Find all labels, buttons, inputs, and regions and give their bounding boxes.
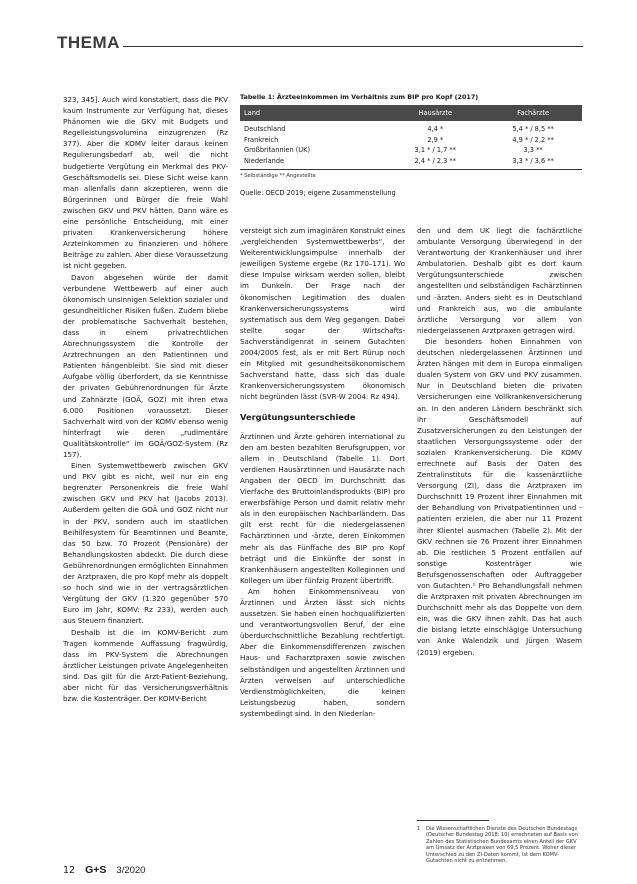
journal-logo: G+S — [85, 864, 107, 876]
footnotes — [417, 826, 582, 865]
section-title: THEMA — [57, 33, 120, 52]
table-row — [240, 135, 582, 146]
footnote — [417, 826, 582, 864]
table-cell: Großbritannien (UK) — [244, 146, 311, 154]
table-header-row — [240, 105, 582, 121]
table-cell: 2,4 * / 2,3 ** — [386, 156, 484, 170]
table-cell: 3,3 ** — [523, 146, 543, 154]
paragraph: Deshalb ist die im KOMV-Bericht zum Tragen kommende Auffassung fragwürdig, dass im PKV-System die Abrechnungen ärztlicher Leistungen private Angelegenheiten sind. Das gilt für die Arzt-Patient-Beziehung, aber nicht für das Versicherungsverhältnis bzw. die Kostenträger. Der KOMV-Bericht — [63, 627, 228, 704]
footnote-text: Die Wissenschaftlichen Dienste des Deutschen Bundestags (Deutscher Bundestag 2018: 10) errechneten auf Basis von Zahlen des Statistischen Bundesamts einen Anteil der GKV am Umsatz der Arztpraxen von 69,5 Prozent. Woher dieser Unterschied zu den ZI-Daten kommt, ist dem KOMV-Gutachten nicht zu entnehmen. — [426, 826, 578, 865]
paragraph: versteigt sich zum imaginären Konstrukt eines „vergleichenden Systemwettbewerbs“, der Weiterentwicklungsimpulse innerhalb der jeweiligen Systeme ergebe (Rz 170–171). Wo diese Impulse wirksam werden sollen, bleibt im Dunkeln. Der Frage nach der ökonomischen Legitimation des dualen Krankenversicherungssystems wird systematisch aus dem Weg gegangen. Dabei stellte sogar der Wirtschafts-Sachverständigenrat in seinem Gutachten 2004/2005 fest, als er mit Bert Rürup noch ein Mitglied mit gesundheitsökonomischem Sachverstand hatte, dass sich das duale Krankenversicherungssystem ökonomisch nicht begründen lässt (SVR-W 2004: Rz 494). — [240, 226, 406, 402]
table-cell: 2,9 * — [427, 135, 444, 144]
paragraph: Die besonders hohen Einnahmen von deutschen niedergelassenen Ärztinnen und Ärzten hängen mit dem in Europa einmaligen dualen System von GKV und PKV zusammen. Nur in Deutschland bieten die privaten Versicherungen eine Vollkrankenversicherung an. In den anderen Ländern beschränkt sich ihr Geschäftsmodell auf Zusatzversicherungen zu den Leistungen der staatlichen Versorgungssysteme oder der sozialen Krankenversicherung. Die KOMV errechnete auf Basis der Daten des Zentralinstituts für die kassenärztliche Versorgung (ZI), dass die Arztpraxen im Durchschnitt 19 Prozent ihrer Einnahmen mit der Behandlung von Privatpatientinnen und -patienten erzielen, die aber nur 11 Prozent ihrer Klientel ausmachen (Tabelle 2). Mit der GKV rechnen sie 76 Prozent ihrer Einnahmen ab. Die restlichen 5 Prozent entfallen auf sonstige Kostenträger wie Berufsgenossenschaften oder Auftraggeber von Gutachten.¹ Pro Behandlungsfall nehmen die Arztpraxen mit privaten Abrechnungen im Durchschnitt mehr als das Doppelte von dem ein, was die GKV ihnen zahlt. Das hat auch die bislang letzte einschlägige Untersuchung von Anke Walendzik und Jürgen Wasem (2019) ergeben. — [417, 336, 582, 657]
paragraph: 323, 345]. Auch wird konstatiert, dass die PKV kaum Instrumente zur Verfügung hat, dieses Phänomen wie die GKV mit Budgets und Regelleistungsvolumina einzugrenzen (Rz 377). Aber die KOMV leiter daraus keinen Regulierungsbedarf ab, weil die nicht budgetierte Vergütung ein Merkmal des PKV-Geschäftsmodells sei. Diese Sicht weise kann man allenfalls dann akzeptieren, wenn die Bürgerinnen und Bürger die freie Wahl zwischen GKV und PKV hätten. Dann wäre es eine persönliche Entscheidung, mit einer privaten Krankenversicherung höhere Arzteinkommen zu finanzieren und höhere Beiträge zu zahlen. Aber diese Voraussetzung ist nicht gegeben. — [63, 95, 228, 271]
table-source: Quelle: OECD 2019; eigene Zusammenstellung — [240, 189, 396, 197]
table-row — [240, 121, 582, 135]
text-column-2 — [240, 225, 405, 719]
issue-label: 3/2020 — [116, 864, 146, 876]
column-header-land: Land — [240, 105, 386, 121]
table-caption: Tabelle 1: Ärzteeinkommen im Verhältnis zum BIP pro Kopf (2017) — [240, 93, 479, 101]
footnote-number: 1 — [417, 826, 421, 832]
page-footer — [63, 864, 145, 876]
text-column-3 — [417, 225, 582, 658]
table-cell: 5,4 * / 8,5 ** — [512, 125, 554, 133]
column-header-hausaerzte: Hausärzte — [386, 105, 484, 121]
table-cell: 4,4 * — [427, 125, 444, 133]
page-number: 12 — [63, 864, 76, 876]
footnote-rule — [417, 820, 489, 821]
paragraph: Ärztinnen und Ärzte gehören international zu den am besten bezahlten Berufsgruppen, vor allem in Deutschland (Tabelle 1). Dort verdienen Hausärztinnen und Hausärzte nach Angaben der OECD im Durchschnitt das Vierfache des Bruttoinlandsprodukts (BIP) pro erwerbsfähige Person und damit relativ mehr als in den europäischen Nachbarländern. Das gilt erst recht für die niedergelassenen Fachärztinnen und -ärzte, deren Einkommen mehr als das Fünffache des BIP pro Kopf beträgt und die Einkünfte der sonst in Krankenhäusern angestellten Kolleginnen und Kollegen um über fünfzig Prozent übertrifft. — [240, 431, 405, 585]
table-cell: 4,9 * / 2,2 ** — [512, 135, 554, 144]
table-notes: * Selbständige ** Angestellte — [240, 173, 316, 179]
table-cell: 3,3 * / 3,6 ** — [484, 156, 582, 170]
table-row — [240, 156, 582, 170]
table-row — [240, 145, 582, 156]
paragraph: den und dem UK liegt die fachärztliche ambulante Versorgung überwiegend in der Verantwortung der Krankenhäuser und ihrer Ambulatorien. Deshalb gibt es dort kaum Vergütungsunterschiede zwischen angestellten und selbständigen Fachärztinnen und -ärzten. Anders sieht es in Deutschland und Frankreich aus, wo die ambulante ärztliche Versorgung vor allem von niedergelassenen Arztpraxen getragen wird. — [417, 226, 582, 335]
table-cell: 3,1 * / 1,7 ** — [414, 146, 457, 154]
income-table-block — [240, 93, 582, 197]
table-cell: Niederlande — [240, 156, 386, 170]
section-heading: Vergütungsunterschiede — [240, 411, 356, 422]
header-rule — [123, 46, 583, 47]
paragraph: Davon abgesehen würde der damit verbundene Wettbewerb auf einer auch ökonomisch unsinnigen Selektion sozialer und gesundheitlicher Risiken fußen. Zudem bliebe der problematische Sachverhalt bestehen, dass in einem privatrechtlichen Abrechnungssystem die Kontrolle der Arztrechnungen an den Patientinnen und Patienten hängenbleibt. Sie sind mit dieser Aufgabe völlig überfordert, da sie Kenntnisse der privaten Gebührenordnungen für Ärzte und Zahnärzte (GOÄ, GOZ) mit ihren etwa 6.000 Positionen voraussetzt. Dieser Sachverhalt wird von der KOMV ebenso wenig hinterfragt wie deren „rudimentäre Qualitätskontrolle“ im GOÄ/GOZ-System (Rz 157). — [63, 272, 228, 459]
table-cell: Frankreich — [244, 135, 279, 144]
column-header-fachaerzte: Fachärzte — [484, 105, 582, 121]
text-column-1 — [63, 94, 228, 704]
paragraph: Am hohen Einkommensniveau von Ärztinnen und Ärzten lässt sich nichts aussetzen. Sie haben einen hochqualifizierten und verantwortungsvollen Beruf, der eine überdurchschnittliche Bezahlung rechtfertigt. Aber die Einkommensdifferenzen zwischen Haus- und Facharztpraxen sowie zwischen selbständigen und angestellten Ärztinnen und Ärzten verweisen auf unterschiedliche Verdienstmöglichkeiten, die keinen Leistungsbezug haben, sondern systembedingt sind. In den Niederlan- — [240, 586, 405, 718]
table-cell: Deutschland — [244, 125, 286, 133]
income-table — [240, 105, 582, 170]
paragraph: Einen Systemwettbewerb zwischen GKV und PKV gibt es nicht, weil nur ein eng begrenzter Personenkreis die freie Wahl zwischen GKV und PKV hat (Jacobs 2013). Außerdem gelten die GOÄ und GOZ nicht nur in der PKV, sondern auch im staatlichen Beihilfesystem für Beamtinnen und Beamte, das 50 bzw. 70 Prozent (Pensionäre) der Behandlungskosten abdeckt. Die durch diese Gebührenordnungen ermöglichten Einnahmen der Arztpraxen, die pro Kopf mehr als doppelt so hoch sind wie in der vertragsärztlichen Vergütung der GKV (1.320 gegenüber 570 Euro im Jahr, KOMV: Rz 233), werden auch aus Steuern finanziert. — [63, 461, 228, 626]
